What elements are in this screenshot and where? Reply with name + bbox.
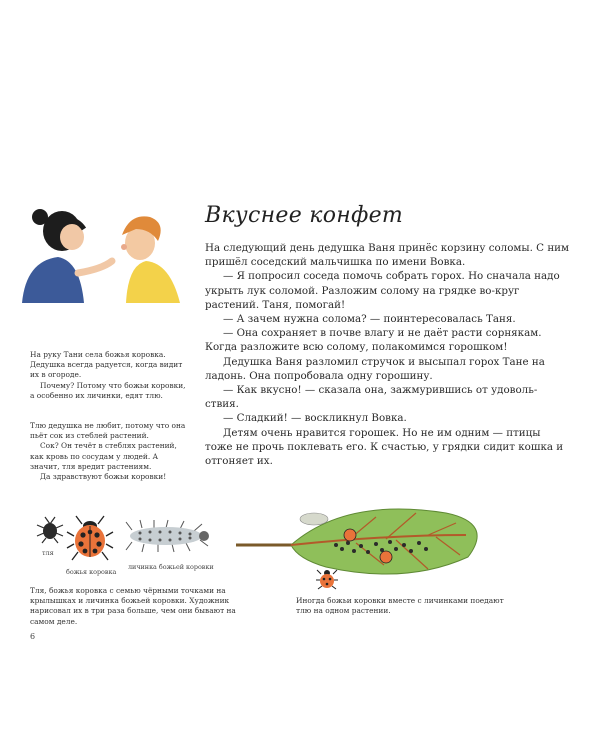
page-title: Вкуснее конфет bbox=[205, 203, 404, 228]
ladybug-illustration bbox=[66, 514, 114, 562]
caption-left bbox=[30, 586, 240, 627]
caption-right bbox=[296, 596, 506, 616]
sidebar-note-ladybug bbox=[30, 350, 190, 401]
story-paragraph: На следующий день дедушка Ваня принёс корзину соломы. С ним пришёл соседский мальчишка по имени Вовка. bbox=[205, 242, 570, 269]
story-paragraph: Дедушка Ваня разломил стручок и высыпал горох Тане на ладонь. Она попробовала одну горошину. bbox=[205, 355, 545, 382]
leaf-illustration bbox=[236, 505, 496, 590]
children-illustration bbox=[18, 203, 188, 303]
larva-label: личинка божьей коровки bbox=[128, 563, 214, 571]
caption-text: Тля, божья коровка с семью чёрными точками на крылышках и личинка божьей коровки. Художник нарисовал их в три раза больше, чем они бывают на самом деле. bbox=[30, 586, 236, 626]
small-ladybug-illustration bbox=[316, 568, 338, 590]
story-text bbox=[205, 241, 570, 468]
sidebar-paragraph: Да здравствуют божьи коровки! bbox=[40, 472, 167, 482]
story-paragraph: — А зачем нужна солома? — поинтересовалась Таня. bbox=[223, 313, 516, 326]
sidebar-note-aphid bbox=[30, 421, 190, 482]
sidebar-paragraph: Тлю дедушка не любит, потому что она пьёт сок из стеблей растений. bbox=[30, 421, 186, 441]
sidebar-paragraph: На руку Тани села божья коровка. Дедушка всегда радуется, когда видит их в огороде. bbox=[30, 350, 183, 380]
sidebar-paragraph: Почему? Потому что божьи коровки, а особенно их личинки, едят тлю. bbox=[30, 380, 186, 400]
page-number: 6 bbox=[30, 632, 36, 641]
story-paragraph: Детям очень нравится горошек. Но не им одним — птицы тоже не прочь поклевать его. К счастью, у грядки сидит кошка и отгоняет их. bbox=[205, 426, 564, 468]
ladybug-label: божья коровка bbox=[66, 568, 117, 576]
story-paragraph: — Сладкий! — воскликнул Вовка. bbox=[223, 412, 407, 425]
aphid-label: тля bbox=[42, 549, 54, 557]
sidebar-paragraph: Сок? Он течёт в стеблях растений, как кровь по сосудам у людей. А значит, тля вредит растениям. bbox=[30, 441, 177, 471]
larva-illustration bbox=[124, 518, 210, 554]
aphid-illustration bbox=[36, 516, 64, 544]
story-paragraph: — Как вкусно! — сказала она, зажмурившись от удоволь-ствия. bbox=[205, 384, 538, 411]
story-paragraph: — Она сохраняет в почве влагу и не даёт расти сорнякам. Когда разложите всю солому, полакомимся горошком! bbox=[205, 327, 542, 354]
caption-text: Иногда божьи коровки вместе с личинками поедают тлю на одном растении. bbox=[296, 596, 504, 616]
story-paragraph: — Я попросил соседа помочь собрать горох. Но сначала надо укрыть лук соломой. Разложим солому на грядке во-круг растений. Таня, помогай! bbox=[205, 270, 560, 311]
